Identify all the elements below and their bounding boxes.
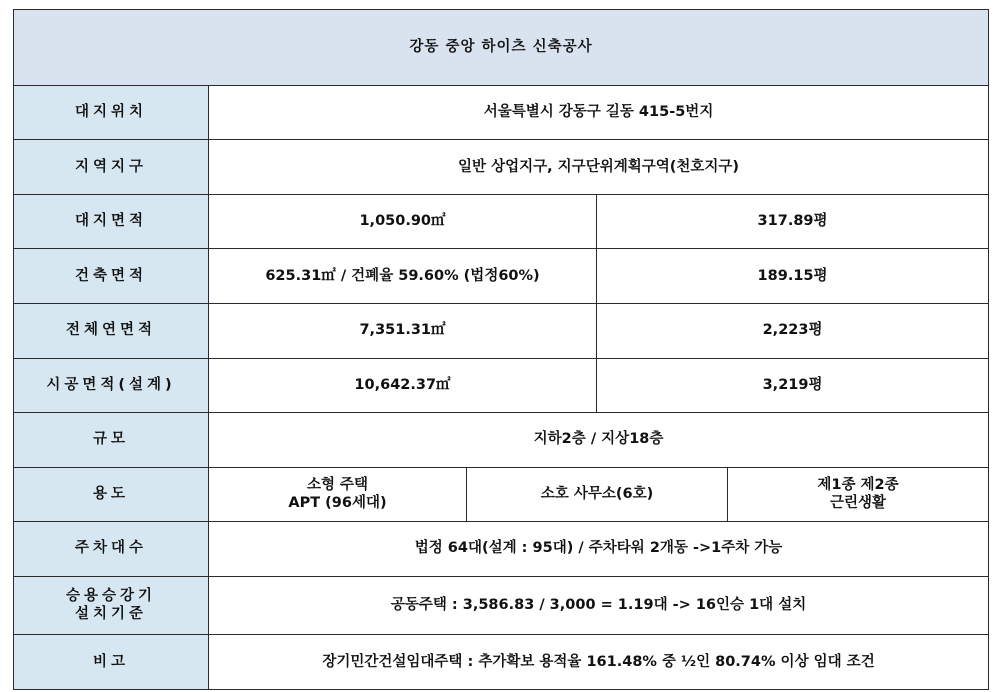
row-zoning [14,140,989,195]
value-usage-neighborhood [728,467,989,522]
label-remarks: 비고 [14,635,209,690]
value-total-floor-area-pyeong: 2,223평 [597,303,989,358]
value-usage-office: 소호 사무소(6호) [467,467,728,522]
usage-housing-line1: 소형 주택 [306,476,369,493]
label-parking: 주차대수 [14,522,209,577]
page-title: 강동 중앙 하이츠 신축공사 [14,10,989,86]
row-construction-area [14,358,989,413]
value-total-floor-area-sqm: 7,351.31㎡ [209,303,597,358]
row-site-location [14,85,989,140]
row-building-area [14,249,989,304]
label-zoning: 지역지구 [14,140,209,195]
label-elevator-line1: 승용승강기 [65,587,157,604]
usage-neighborhood-line1: 제1종 제2종 [817,476,899,493]
usage-neighborhood-line2: 근린생활 [830,495,887,512]
value-zoning: 일반 상업지구, 지구단위계획구역(천호지구) [209,140,989,195]
row-site-area [14,194,989,249]
value-construction-area-sqm: 10,642.37㎡ [209,358,597,413]
row-usage [14,467,989,522]
value-remarks: 장기민간건설임대주택 : 추가확보 용적율 161.48% 중 ½인 80.74% 이상 임대 조건 [209,635,989,690]
label-total-floor-area: 전체연면적 [14,303,209,358]
row-elevator [14,576,989,635]
row-scale [14,413,989,468]
value-site-location: 서울특별시 강동구 길동 415-5번지 [209,85,989,140]
title-row [14,10,989,86]
usage-housing-line2: APT (96세대) [288,495,387,512]
label-site-location: 대지위치 [14,85,209,140]
label-building-area: 건축면적 [14,249,209,304]
label-usage: 용도 [14,467,209,522]
label-site-area: 대지면적 [14,194,209,249]
label-elevator-line2: 설치기준 [74,606,148,623]
value-usage-housing [209,467,467,522]
row-parking [14,522,989,577]
value-building-area-sqm: 625.31㎡ / 건폐율 59.60% (법정60%) [209,249,597,304]
value-parking: 법정 64대(설계 : 95대) / 주차타워 2개동 ->1주차 가능 [209,522,989,577]
value-site-area-pyeong: 317.89평 [597,194,989,249]
label-scale: 규모 [14,413,209,468]
value-building-area-pyeong: 189.15평 [597,249,989,304]
project-spec-table [13,9,989,690]
value-site-area-sqm: 1,050.90㎡ [209,194,597,249]
row-remarks [14,635,989,690]
row-total-floor-area [14,303,989,358]
label-elevator [14,576,209,635]
label-construction-area: 시공면적(설계) [14,358,209,413]
value-elevator: 공동주택 : 3,586.83 / 3,000 = 1.19대 -> 16인승 1대 설치 [209,576,989,635]
value-construction-area-pyeong: 3,219평 [597,358,989,413]
value-scale: 지하2층 / 지상18층 [209,413,989,468]
